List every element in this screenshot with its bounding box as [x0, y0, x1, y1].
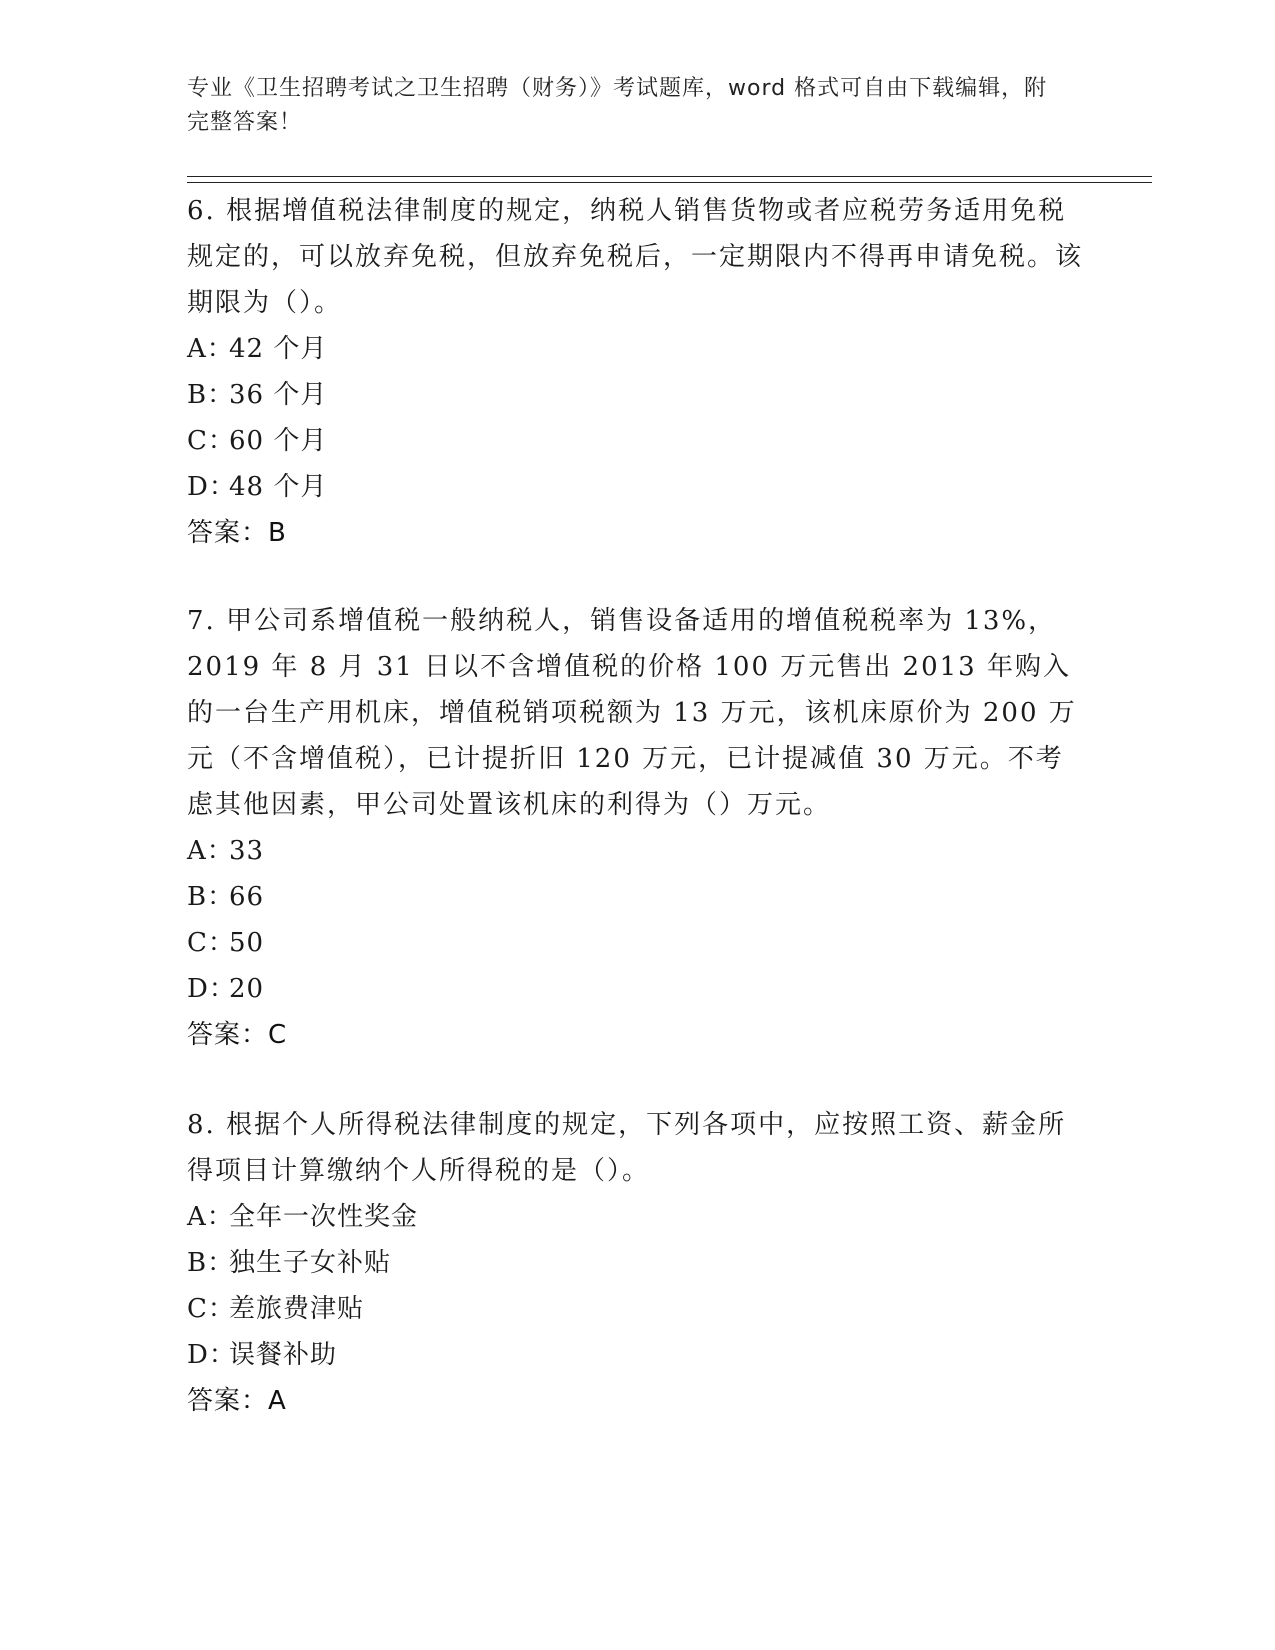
option-value: 66 [229, 882, 265, 912]
option-value: 60 个月 [229, 426, 328, 456]
option-key: A： [187, 836, 234, 866]
option-d [187, 966, 1087, 1012]
option-value: 48 个月 [229, 472, 328, 502]
option-c [187, 418, 1087, 464]
question-text: 8. 根据个人所得税法律制度的规定，下列各项中，应按照工资、薪金所得项目计算缴纳个人所得税的是（）。 [187, 1110, 1067, 1186]
option-key: B： [187, 882, 235, 912]
option-value: 50 [229, 928, 265, 958]
option-c [187, 1286, 1087, 1332]
question-7 [187, 598, 1087, 1058]
option-key: C： [187, 1294, 235, 1324]
option-key: D： [187, 1340, 236, 1370]
option-a [187, 828, 1087, 874]
option-d [187, 464, 1087, 510]
answer-label: 答案：C [187, 1020, 288, 1050]
answer-label: 答案：B [187, 518, 287, 548]
header-intro: 专业《卫生招聘考试之卫生招聘（财务）》考试题库，word 格式可自由下载编辑，附完整答案！ [187, 76, 1048, 135]
option-a [187, 326, 1087, 372]
option-b [187, 372, 1087, 418]
question-text: 7. 甲公司系增值税一般纳税人，销售设备适用的增值税税率为 13%，2019 年 8 月 31 日以不含增值税的价格 100 万元售出 2013 年购入的一台生产用机床，增值税销项税额为 13 万元，该机床原价为 200 万元（不含增值税），已计提折旧 120 万元，已计提减值 30 万元。不考虑其他因素，甲公司处置该机床的利得为（）万元。 [187, 606, 1077, 820]
document-header [187, 72, 1067, 140]
option-d [187, 1332, 1087, 1378]
option-key: B： [187, 380, 235, 410]
header-divider-bottom [187, 182, 1152, 183]
option-key: C： [187, 928, 235, 958]
option-value: 误餐补助 [229, 1340, 338, 1370]
header-divider-top [187, 176, 1152, 177]
option-b [187, 1240, 1087, 1286]
option-key: A： [187, 1202, 234, 1232]
option-b [187, 874, 1087, 920]
option-a [187, 1194, 1087, 1240]
answer-label: 答案：A [187, 1386, 287, 1416]
option-value: 独生子女补贴 [229, 1248, 392, 1278]
option-key: A： [187, 334, 234, 364]
option-value: 差旅费津贴 [229, 1294, 365, 1324]
option-c [187, 920, 1087, 966]
option-value: 42 个月 [229, 334, 328, 364]
option-key: D： [187, 472, 236, 502]
question-text: 6. 根据增值税法律制度的规定，纳税人销售货物或者应税劳务适用免税规定的，可以放弃免税，但放弃免税后，一定期限内不得再申请免税。该期限为（）。 [187, 196, 1084, 318]
option-value: 全年一次性奖金 [229, 1202, 419, 1232]
option-key: D： [187, 974, 236, 1004]
option-key: B： [187, 1248, 235, 1278]
question-8 [187, 1102, 1087, 1424]
option-value: 36 个月 [229, 380, 328, 410]
option-key: C： [187, 426, 235, 456]
question-6 [187, 188, 1087, 556]
option-value: 33 [229, 836, 265, 866]
option-value: 20 [229, 974, 265, 1004]
